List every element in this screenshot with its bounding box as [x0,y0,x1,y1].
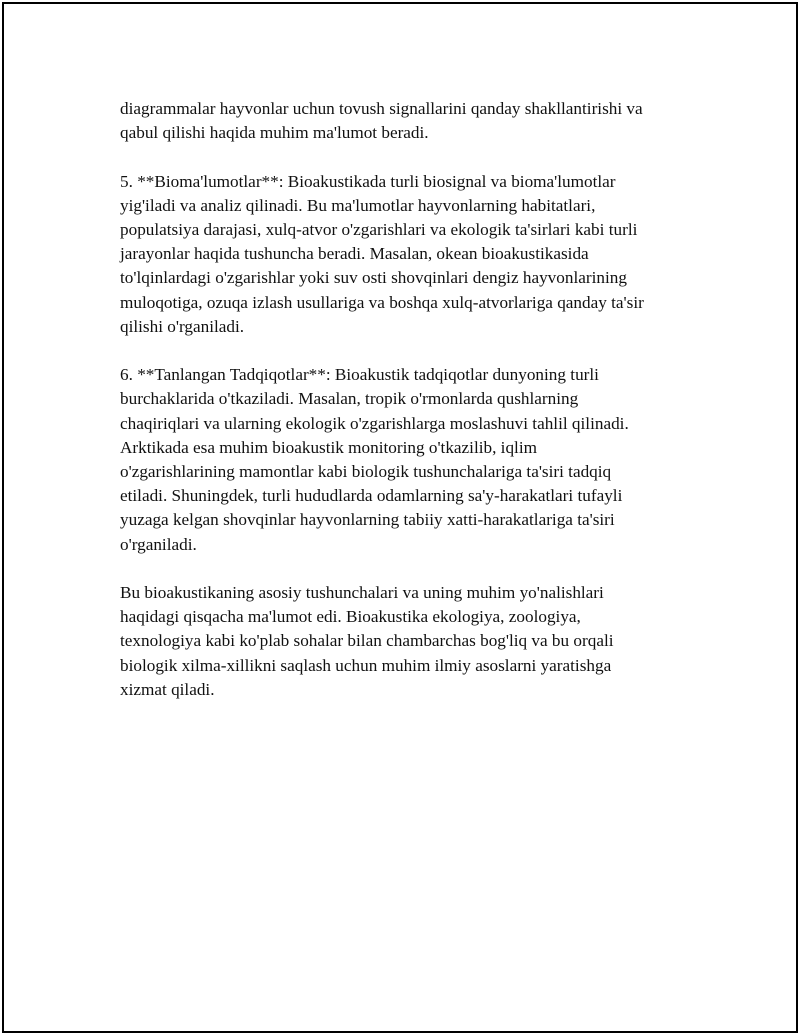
paragraph-conclusion: Bu bioakustikaning asosiy tushunchalari va uning muhim yo'nalishlari haqidagi qisqacha ma'lumot edi. Bioakustika ekologiya, zoologiya, texnologiya kabi ko'plab sohalar bilan chambarchas bog'liq va bu orqali biologik xilma-xillikni saqlash uchun muhim ilmiy asoslarni yaratishga xizmat qiladi. [120,583,614,699]
paragraph-selected-studies: 6. **Tanlangan Tadqiqotlar**: Bioakustik tadqiqotlar dunyoning turli burchaklarida o'tkaziladi. Masalan, tropik o'rmonlarda qushlarning chaqiriqlari va ularning ekologik o'zgarishlarga moslashuvi tahlil qilinadi. Arktikada esa muhim bioakustik monitoring o'tkazilib, iqlim o'zgarishlarining mamontlar kabi biologik tushunchalariga ta'siri tadqiq etiladi. Shuningdek, turli hududlarda odamlarning sa'y-harakatlari tufayli yuzaga kelgan shovqinlar hayvonlarning tabiiy xatti-harakatlariga ta'siri o'rganiladi. [120,365,629,554]
paragraph-diagram-continuation: diagrammalar hayvonlar uchun tovush signallarini qanday shakllantirishi va qabul qilishi haqida muhim ma'lumot beradi. [120,99,643,143]
paragraph-biodata: 5. **Bioma'lumotlar**: Bioakustikada turli biosignal va bioma'lumotlar yig'iladi va analiz qilinadi. Bu ma'lumotlar hayvonlarning habitatlari, populatsiya darajasi, xulq-atvor o'zgarishlari va ekologik ta'sirlari kabi turli jarayonlar haqida tushuncha beradi. Masalan, okean bioakustikasida to'lqinlardagi o'zgarishlar yoki suv osti shovqinlari dengiz hayvonlarining muloqotiga, ozuqa izlash usullariga va boshqa xulq-atvorlariga qanday ta'sir qilishi o'rganiladi. [120,171,644,336]
document-page [2,2,798,1033]
document-body [120,97,690,726]
